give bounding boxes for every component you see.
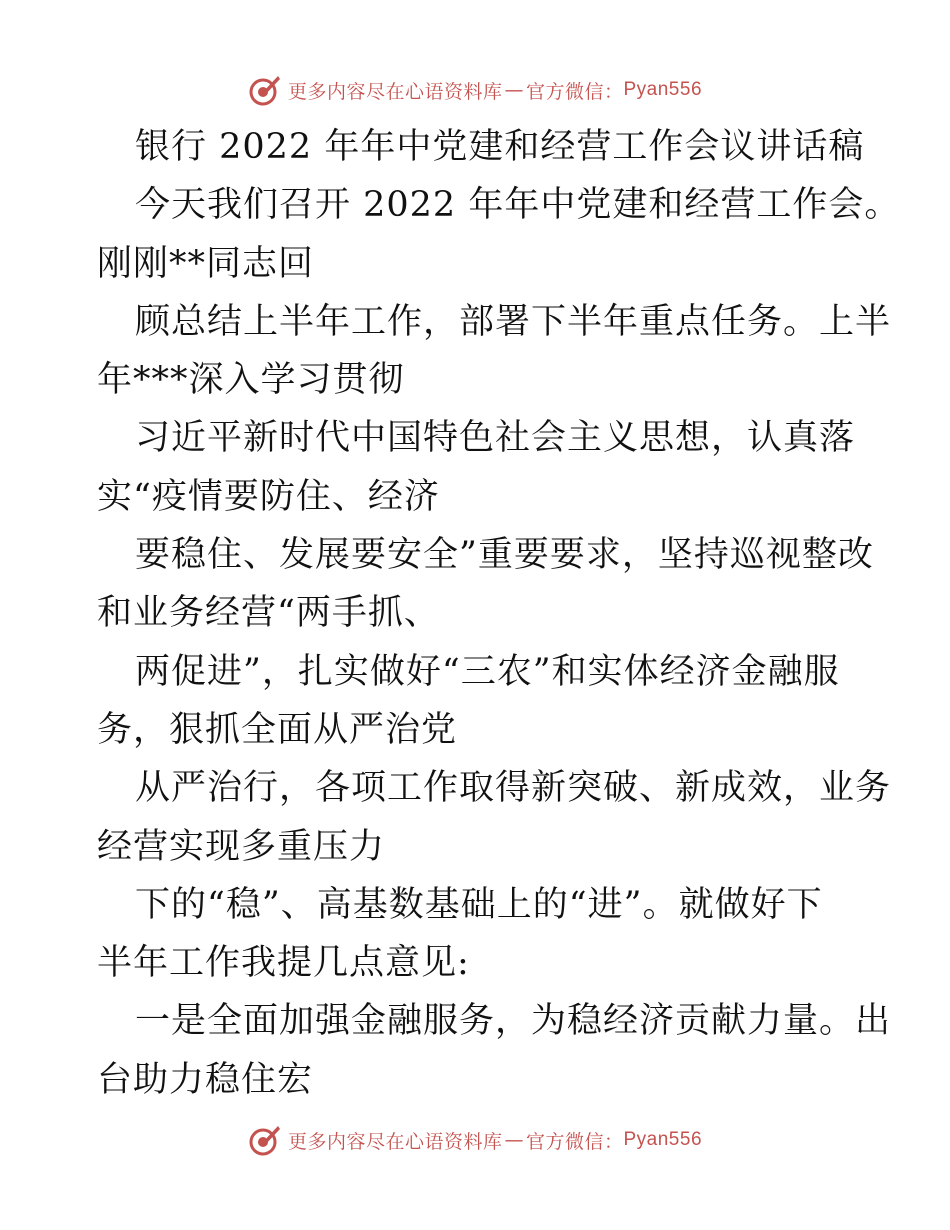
paragraph-line: 刚刚**同志回: [97, 243, 315, 284]
paragraph-line: 从严治行，各项工作取得新突破、新成效，业务: [135, 768, 892, 809]
paragraph-line: 年***深入学习贯彻: [97, 360, 405, 401]
paragraph-line: 实“疫情要防住、经济: [97, 476, 440, 517]
watermark-dash: —: [504, 1129, 524, 1151]
watermark-text: 更多内容尽在心语资料库: [287, 1130, 503, 1153]
watermark-wechat-label: 官方微信：: [525, 1130, 624, 1153]
paragraph-line: 顾总结上半年工作，部署下半年重点任务。上半: [135, 301, 892, 342]
document-title: 银行 2022 年年中党建和经营工作会议讲话稿: [135, 127, 865, 167]
watermark-text: 更多内容尽在心语资料库: [287, 80, 503, 103]
paragraph-line: 经营实现多重压力: [97, 826, 386, 867]
paragraph-line: 务，狠抓全面从严治党: [97, 709, 458, 750]
paragraph-line: 要稳住、发展要安全”重要要求，坚持巡视整改: [135, 535, 874, 576]
quill-pen-logo-icon: [248, 1123, 282, 1157]
paragraph-line: 半年工作我提几点意见:: [97, 943, 470, 984]
paragraph-line: 习近平新时代中国特色社会主义思想，认真落: [135, 418, 856, 459]
paragraph-line: 下的“稳”、高基数基础上的“进”。就做好下: [135, 884, 823, 925]
watermark-wechat-id: Pyan556: [623, 1129, 703, 1150]
paragraph-line: 和业务经营“两手抓、: [97, 593, 440, 634]
watermark-wechat-label: 官方微信：: [525, 80, 624, 103]
footer-watermark: [0, 1120, 950, 1160]
paragraph-line: 一是全面加强金融服务，为稳经济贡献力量。出: [135, 1001, 892, 1042]
header-watermark: [0, 70, 950, 110]
quill-pen-logo-icon: [248, 73, 282, 107]
paragraph-line: 今天我们召开 2022 年年中党建和经营工作会。: [135, 185, 901, 226]
watermark-wechat-id: Pyan556: [623, 79, 703, 100]
document-body: [97, 118, 901, 1109]
watermark-dash: —: [504, 79, 524, 101]
paragraph-line: 台助力稳住宏: [97, 1059, 314, 1100]
paragraph-line: 两促进”，扎实做好“三农”和实体经济金融服: [135, 651, 840, 692]
